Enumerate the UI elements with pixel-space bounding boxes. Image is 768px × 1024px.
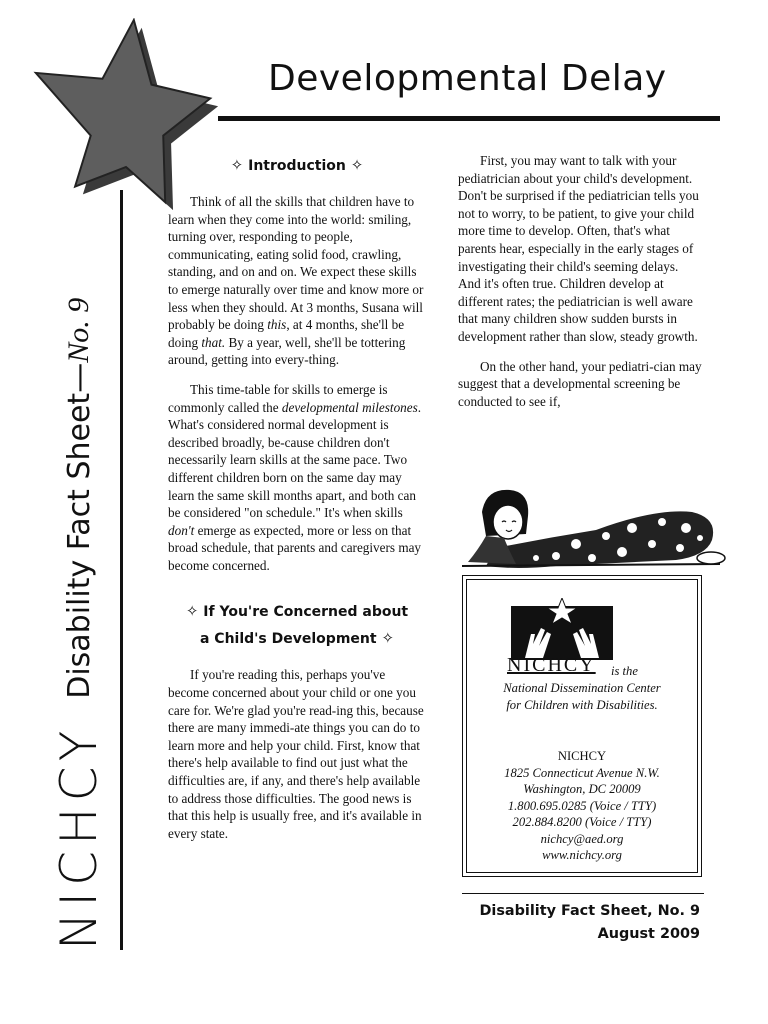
vertical-banner xyxy=(44,190,114,950)
address-street: 1825 Connecticut Avenue N.W. xyxy=(504,765,660,780)
footer-rule xyxy=(462,893,704,894)
nichcy-wordmark: NICHCY xyxy=(507,654,596,676)
intro-heading-text: Introduction xyxy=(248,158,346,174)
text-run-italic: this xyxy=(267,317,287,333)
intro-paragraph-1 xyxy=(168,193,426,369)
nichcy-address xyxy=(467,748,697,864)
right-paragraph-1: First, you may want to talk with your pediatrician about your child's development. Don't be surprised if the pediatrician tells you not to worry, to be patient, to give your child more time to develop. Often, that's what parents hear, especially in the early stages of investigating their child's seeming delays. And it's often true. Children develop at different rates; the pediatrician is well aware that many children show sudden bursts in development rather than slow, steady growth. xyxy=(458,153,699,344)
address-phone-2: 202.884.8200 (Voice / TTY) xyxy=(512,815,652,829)
text-run-italic: that. xyxy=(201,334,226,350)
nichcy-description xyxy=(467,680,697,714)
nichcy-logo-icon xyxy=(511,598,613,660)
ornament-icon: ✧ xyxy=(185,602,199,621)
footer xyxy=(462,900,700,946)
text-run: Think of all the skills that children have to learn when they come into the world: smiling, turning over, responding to people, communicating, eating solid food, crawling, standing, and on and on. We expect these skills to emerge naturally over time and know more or less when they should. At 3 months, Susana will probably be doing xyxy=(168,194,424,333)
concerned-heading-line2: a Child's Development xyxy=(199,631,377,648)
ornament-icon: ✧ xyxy=(350,156,364,174)
nichcy-info-box xyxy=(462,575,702,877)
description-line: National Dissemination Center xyxy=(503,681,661,695)
footer-series: Disability Fact Sheet, No. 9 xyxy=(479,903,700,919)
vertical-rule xyxy=(120,190,123,950)
text-run-italic: developmental milestones xyxy=(281,399,418,415)
address-phone-1: 1.800.695.0285 (Voice / TTY) xyxy=(507,798,657,813)
address-name: NICHCY xyxy=(557,749,607,763)
text-run: , at 4 months, she'll be doing xyxy=(168,317,405,350)
concerned-heading-line1: If You're Concerned about xyxy=(203,604,409,621)
nichcy-info-box-inner xyxy=(466,579,698,873)
ornament-icon: ✧ xyxy=(230,156,244,174)
page-title: Developmental Delay xyxy=(268,58,667,99)
reclining-girl-illustration xyxy=(456,478,726,574)
footer-date: August 2009 xyxy=(597,926,700,942)
intro-heading xyxy=(168,152,426,179)
ornament-icon: ✧ xyxy=(381,629,395,648)
right-column xyxy=(458,152,702,422)
text-run-italic: don't xyxy=(168,522,195,538)
banner-org: NICHCY xyxy=(50,724,108,950)
concerned-heading xyxy=(168,598,426,652)
nichcy-tagline: is the xyxy=(611,664,638,678)
banner-number: No. 9 xyxy=(62,297,95,363)
banner-series: Disability Fact Sheet— xyxy=(61,362,97,699)
text-run: emerge as expected, more or less on that broad schedule, that parents and caregivers may become concerned. xyxy=(168,522,422,573)
title-rule xyxy=(218,116,720,121)
right-paragraph-2: On the other hand, your pediatri-cian may suggest that a developmental screening be conducted to see if, xyxy=(458,358,702,409)
text-run: . What's considered normal development is described broadly, be-cause children don't necessarily learn skills at the same pace. Two different children born on the same day may learn the same skill months apart, and both can be considered "on schedule." It's when skills xyxy=(168,399,422,521)
address-email: nichcy@aed.org xyxy=(540,831,624,846)
text-run: By a year, well, she'll be tottering around, getting into every-thing. xyxy=(168,334,406,368)
address-web: www.nichcy.org xyxy=(542,848,622,862)
text-run: This time-table for skills to emerge is commonly called the xyxy=(168,381,388,415)
left-column xyxy=(168,152,426,854)
concerned-paragraph-1: If you're reading this, perhaps you've become concerned about your child or one you care for. We're glad you're read-ing this, because there are many immedi-ate things you can do to learn more and help your child. First, know that there's help available to find out just what the difficulties are, if any, and there's help available to address those difficulties. The good news is that this help is usually free, and it's available in every state. xyxy=(168,667,424,841)
intro-paragraph-2 xyxy=(168,381,426,575)
description-line: for Children with Disabilities. xyxy=(506,698,658,712)
address-city: Washington, DC 20009 xyxy=(523,782,641,796)
